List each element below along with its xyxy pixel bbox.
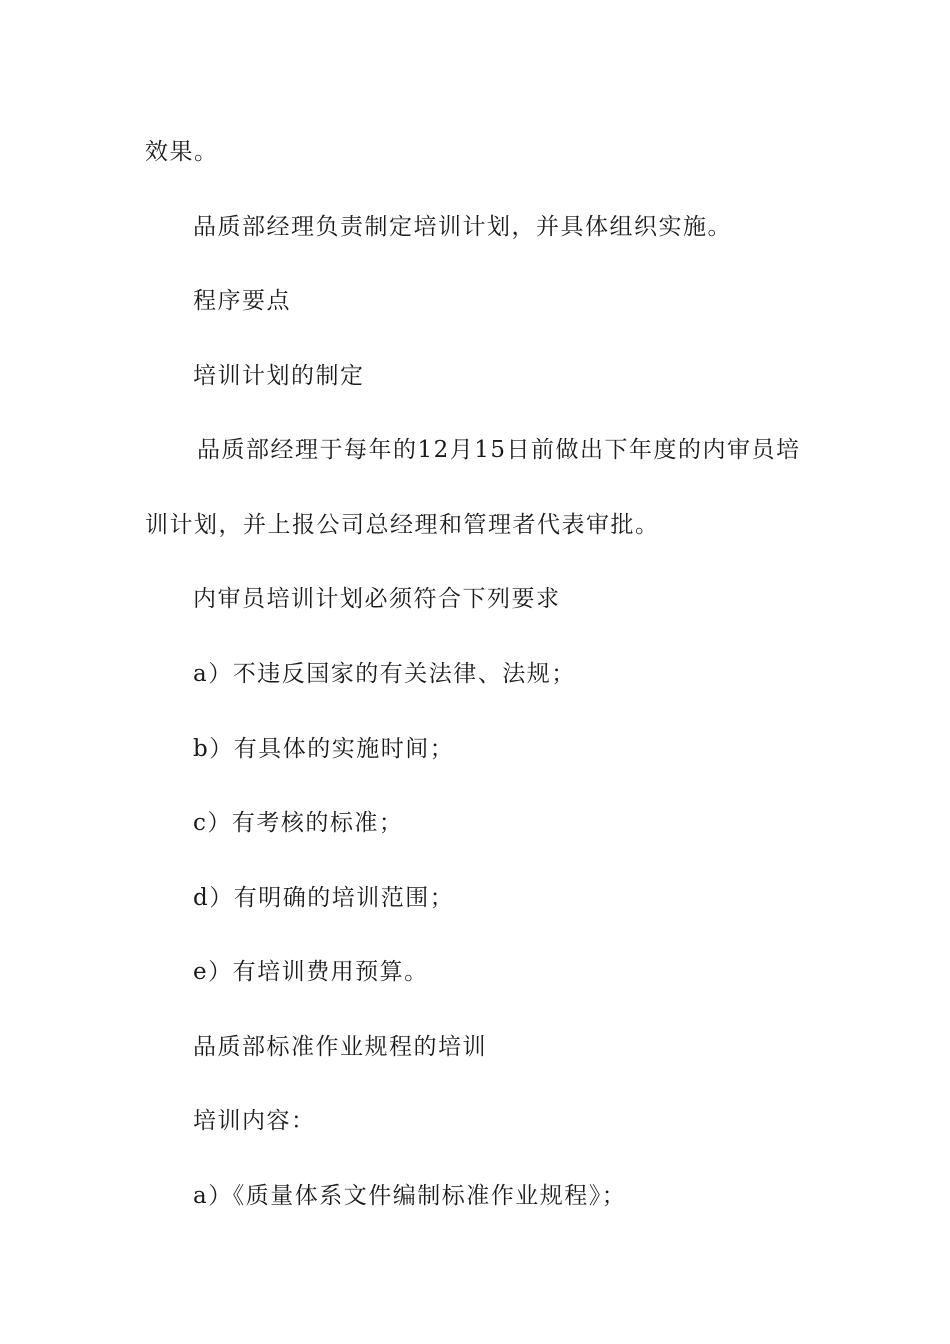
subsection-heading: 品质部标准作业规程的培训	[193, 1034, 487, 1060]
text-line: 品质部经理负责制定培训计划，并具体组织实施。	[193, 214, 732, 240]
text-line: 效果。	[145, 139, 219, 165]
text-line: 品质部经理于每年的12月15日前做出下年度的内审员培	[197, 437, 801, 463]
section-heading: 程序要点	[193, 288, 291, 314]
text-line: 训计划，并上报公司总经理和管理者代表审批。	[145, 512, 660, 538]
list-item: b）有具体的实施时间；	[193, 736, 455, 762]
list-item: d）有明确的培训范围；	[193, 885, 455, 911]
list-item: a）《质量体系文件编制标准作业规程》；	[193, 1183, 627, 1209]
list-item: a）不违反国家的有关法律、法规；	[193, 661, 576, 687]
text-line: 内审员培训计划必须符合下列要求	[193, 586, 561, 612]
text-line: 培训内容：	[193, 1108, 316, 1134]
list-item: c）有考核的标准；	[193, 810, 404, 836]
subsection-heading: 培训计划的制定	[193, 363, 365, 389]
list-item: e）有培训费用预算。	[193, 959, 429, 985]
